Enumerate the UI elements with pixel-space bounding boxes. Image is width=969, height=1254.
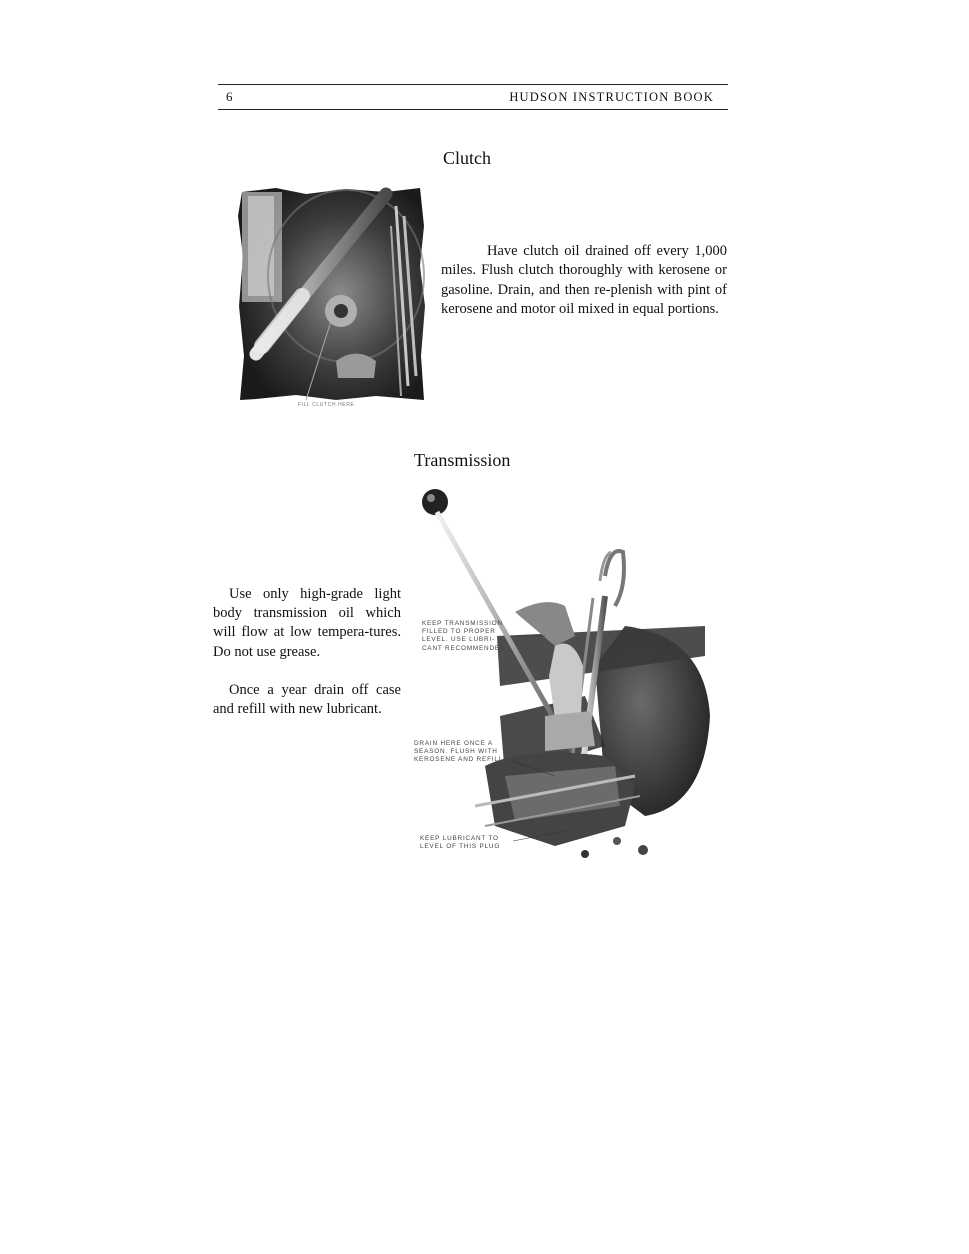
clutch-body-text: Have clutch oil drained off every 1,000 miles. Flush clutch thoroughly with kerosene or gasoline. Drain, and then re-plenish with pint of kerosene and motor oil mixed in equal portions.	[441, 243, 727, 317]
page-number: 6	[226, 89, 233, 104]
running-title: HUDSON INSTRUCTION BOOK	[509, 90, 714, 104]
clutch-heading: Clutch	[443, 148, 491, 168]
page-header	[218, 84, 728, 110]
callout-drain: DRAIN HERE ONCE A SEASON. FLUSH WITH KEROSENE AND REFILL	[414, 740, 504, 764]
transmission-paragraph-1: Use only high-grade light body transmission oil which will flow at low tempera-tures. Do not use grease.	[213, 586, 401, 660]
callout-lubricant-plug: KEEP LUBRICANT TO LEVEL OF THIS PLUG	[420, 835, 501, 851]
callout-transmission-level: KEEP TRANSMISSION FILLED TO PROPER LEVEL. USE LUBRI- CANT RECOMMENDED	[422, 620, 506, 652]
clutch-body	[441, 242, 727, 319]
clutch-photo	[236, 186, 426, 402]
transmission-body	[213, 585, 401, 719]
transmission-illustration	[405, 486, 710, 866]
clutch-photo-caption: FILL CLUTCH HERE	[298, 402, 355, 408]
transmission-heading: Transmission	[414, 450, 511, 470]
transmission-paragraph-2: Once a year drain off case and refill with new lubricant.	[213, 681, 401, 718]
